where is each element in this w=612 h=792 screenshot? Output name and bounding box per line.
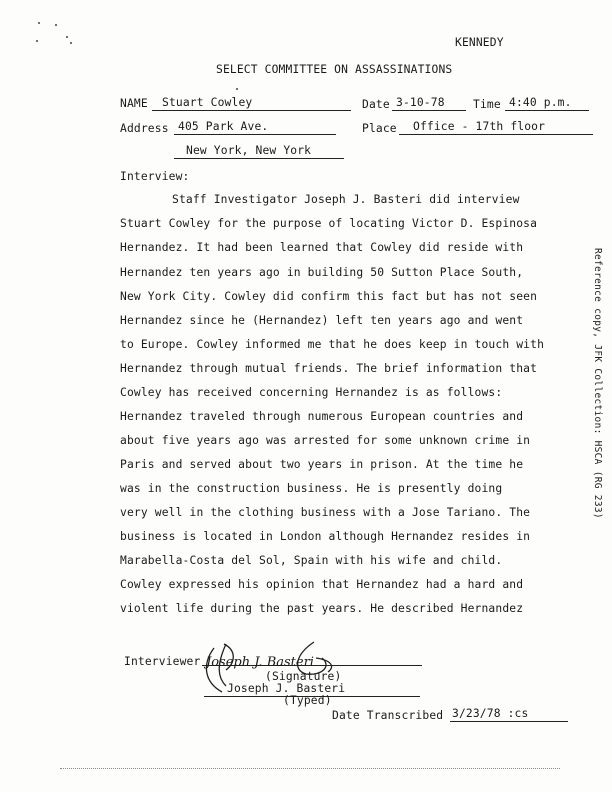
time-value: 4:40 p.m. — [505, 96, 589, 111]
interview-line: Staff Investigator Joseph J. Basteri did interview — [172, 193, 520, 206]
interview-line: New York City. Cowley did confirm this fact but has not seen — [120, 290, 538, 303]
interview-line: Stuart Cowley for the purpose of locating Victor D. Espinosa — [120, 217, 538, 230]
typed-name: Joseph J. Basteri — [227, 682, 346, 695]
committee-title: SELECT COMMITTEE ON ASSASSINATIONS — [216, 63, 453, 76]
collection-note: Reference copy, JFK Collection: HSCA (RG 233) — [592, 248, 603, 519]
address-value-line1: 405 Park Ave. — [174, 120, 336, 135]
interview-line: Cowley expressed his opinion that Hernandez had a hard and — [120, 578, 524, 591]
date-value: 3-10-78 — [392, 96, 466, 111]
typed-caption: (Typed) — [283, 694, 332, 707]
interview-line: Cowley has received concerning Hernandez is as follows: — [120, 386, 503, 399]
interview-line: was in the construction business. He is presently doing — [120, 482, 503, 495]
signature-caption: (Signature) — [265, 670, 342, 683]
date-label: Date — [362, 98, 390, 111]
interview-line: violent life during the past years. He described Hernandez — [120, 602, 524, 615]
corner-label: KENNEDY — [455, 36, 504, 49]
name-value: Stuart Cowley — [152, 96, 351, 111]
interview-line: about five years ago was arrested for some unknown crime in — [120, 434, 531, 447]
interview-line: Marabella-Costa del Sol, Spain with his wife and child. — [120, 554, 503, 567]
interview-line: Hernandez since he (Hernandez) left ten years ago and went — [120, 314, 524, 327]
time-label: Time — [473, 98, 501, 111]
interview-line: Hernandez. It had been learned that Cowley did reside with — [120, 241, 524, 254]
name-label: NAME — [120, 97, 148, 110]
address-value-line2: New York, New York — [174, 144, 344, 159]
interview-line: Hernandez through mutual friends. The brief information that — [120, 362, 538, 375]
date-transcribed-label: Date Transcribed — [332, 709, 444, 722]
interview-line: Hernandez ten years ago in building 50 Sutton Place South, — [120, 266, 524, 279]
interview-line: business is located in London although Hernandez resides in — [120, 530, 531, 543]
scan-artifact-line — [60, 768, 560, 769]
date-transcribed-value: 3/23/78 :cs — [450, 707, 568, 722]
interview-line: Hernandez traveled through numerous European countries and — [120, 410, 524, 423]
signature-text: Joseph J. Basteri — [206, 655, 314, 670]
interview-line: Paris and served about two years in prison. At the time he — [120, 458, 524, 471]
interview-line: very well in the clothing business with a Jose Tariano. The — [120, 506, 531, 519]
place-value: Office - 17th floor — [399, 120, 593, 135]
address-label: Address — [120, 122, 169, 135]
interview-line: to Europe. Cowley informed me that he does keep in touch with — [120, 338, 545, 351]
place-label: Place — [362, 122, 397, 135]
interviewer-label: Interviewer — [124, 655, 201, 668]
interview-heading: Interview: — [120, 170, 190, 183]
